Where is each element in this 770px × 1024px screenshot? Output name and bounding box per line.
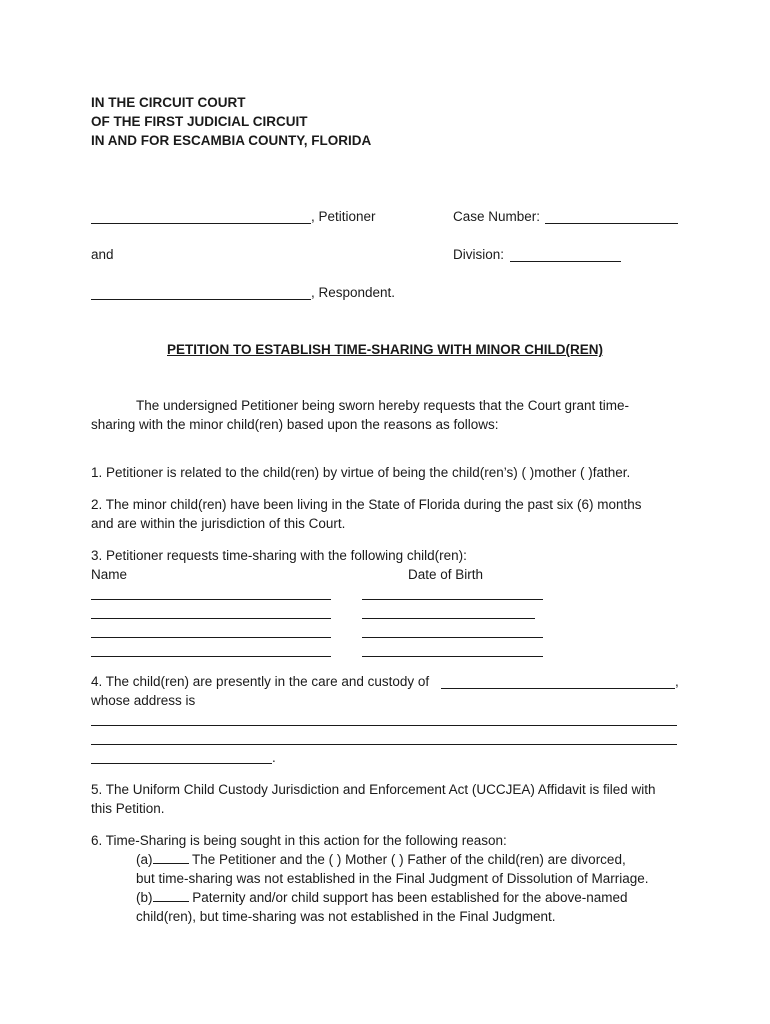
item6-line1: 6. Time-Sharing is being sought in this action for the following reason: (91, 833, 507, 848)
petitioner-name-field[interactable] (91, 223, 311, 224)
child-name-field-4[interactable] (91, 656, 331, 657)
item2-line2: and are within the jurisdiction of this Court. (91, 516, 346, 531)
name-column-header: Name (91, 567, 128, 582)
item4-line1: 4. The child(ren) are presently in the care and custody of (91, 674, 430, 689)
custodian-address-field-2[interactable] (91, 744, 677, 745)
child-name-field-2[interactable] (91, 618, 331, 619)
item6a-row (136, 851, 626, 869)
child-dob-field-1[interactable] (362, 599, 543, 600)
item6b-line2: child(ren), but time-sharing was not established in the Final Judgment. (136, 909, 556, 924)
item6b-row (136, 889, 628, 907)
item6a-check-field[interactable] (153, 851, 189, 864)
item2-line1: 2. The minor child(ren) have been living in the State of Florida during the past six (6) months (91, 497, 642, 512)
custodian-address-field-3[interactable] (91, 763, 272, 764)
petitioner-label: , Petitioner (311, 209, 376, 224)
item6b-prefix: (b) (136, 890, 153, 905)
item5-line1: 5. The Uniform Child Custody Jurisdiction and Enforcement Act (UCCJEA) Affidavit is filed with (91, 782, 656, 797)
item5-line2: this Petition. (91, 801, 165, 816)
child-name-field-1[interactable] (91, 599, 331, 600)
child-name-field-3[interactable] (91, 637, 331, 638)
custodian-name-field[interactable] (441, 688, 675, 689)
child-dob-field-4[interactable] (362, 656, 543, 657)
respondent-name-field[interactable] (91, 299, 311, 300)
item3-line1: 3. Petitioner requests time-sharing with the following child(ren): (91, 548, 467, 563)
dob-column-header: Date of Birth (408, 567, 484, 582)
item6a-prefix: (a) (136, 852, 153, 867)
case-number-field[interactable] (545, 223, 678, 224)
child-dob-field-3[interactable] (362, 637, 543, 638)
intro-line1: The undersigned Petitioner being sworn hereby requests that the Court grant time- (136, 398, 630, 413)
item6b-line1: Paternity and/or child support has been established for the above-named (188, 890, 628, 905)
child-dob-field-2[interactable] (362, 618, 535, 619)
court-name-line1: IN THE CIRCUIT COURT (91, 95, 246, 110)
custodian-address-field-1[interactable] (91, 725, 677, 726)
court-name-line2: OF THE FIRST JUDICIAL CIRCUIT (91, 114, 308, 129)
document-title: PETITION TO ESTABLISH TIME-SHARING WITH MINOR CHILD(REN) (167, 342, 603, 357)
item6a-line1: The Petitioner and the ( ) Mother ( ) Father of the child(ren) are divorced, (188, 852, 626, 867)
division-label: Division: (453, 247, 505, 262)
and-label: and (91, 247, 114, 262)
division-field[interactable] (510, 261, 621, 262)
respondent-label: , Respondent. (311, 285, 396, 300)
item4-comma: , (675, 674, 679, 689)
item4-period: . (272, 750, 276, 765)
item6b-check-field[interactable] (153, 889, 189, 902)
item1-relation: 1. Petitioner is related to the child(ren) by virtue of being the child(ren’s) ( )mother ( )father. (91, 465, 631, 480)
item4-line2: whose address is (91, 693, 196, 708)
item6a-line2: but time-sharing was not established in the Final Judgment of Dissolution of Marriage. (136, 871, 649, 886)
case-number-label: Case Number: (453, 209, 541, 224)
intro-line2: sharing with the minor child(ren) based upon the reasons as follows: (91, 417, 499, 432)
court-name-line3: IN AND FOR ESCAMBIA COUNTY, FLORIDA (91, 133, 372, 148)
